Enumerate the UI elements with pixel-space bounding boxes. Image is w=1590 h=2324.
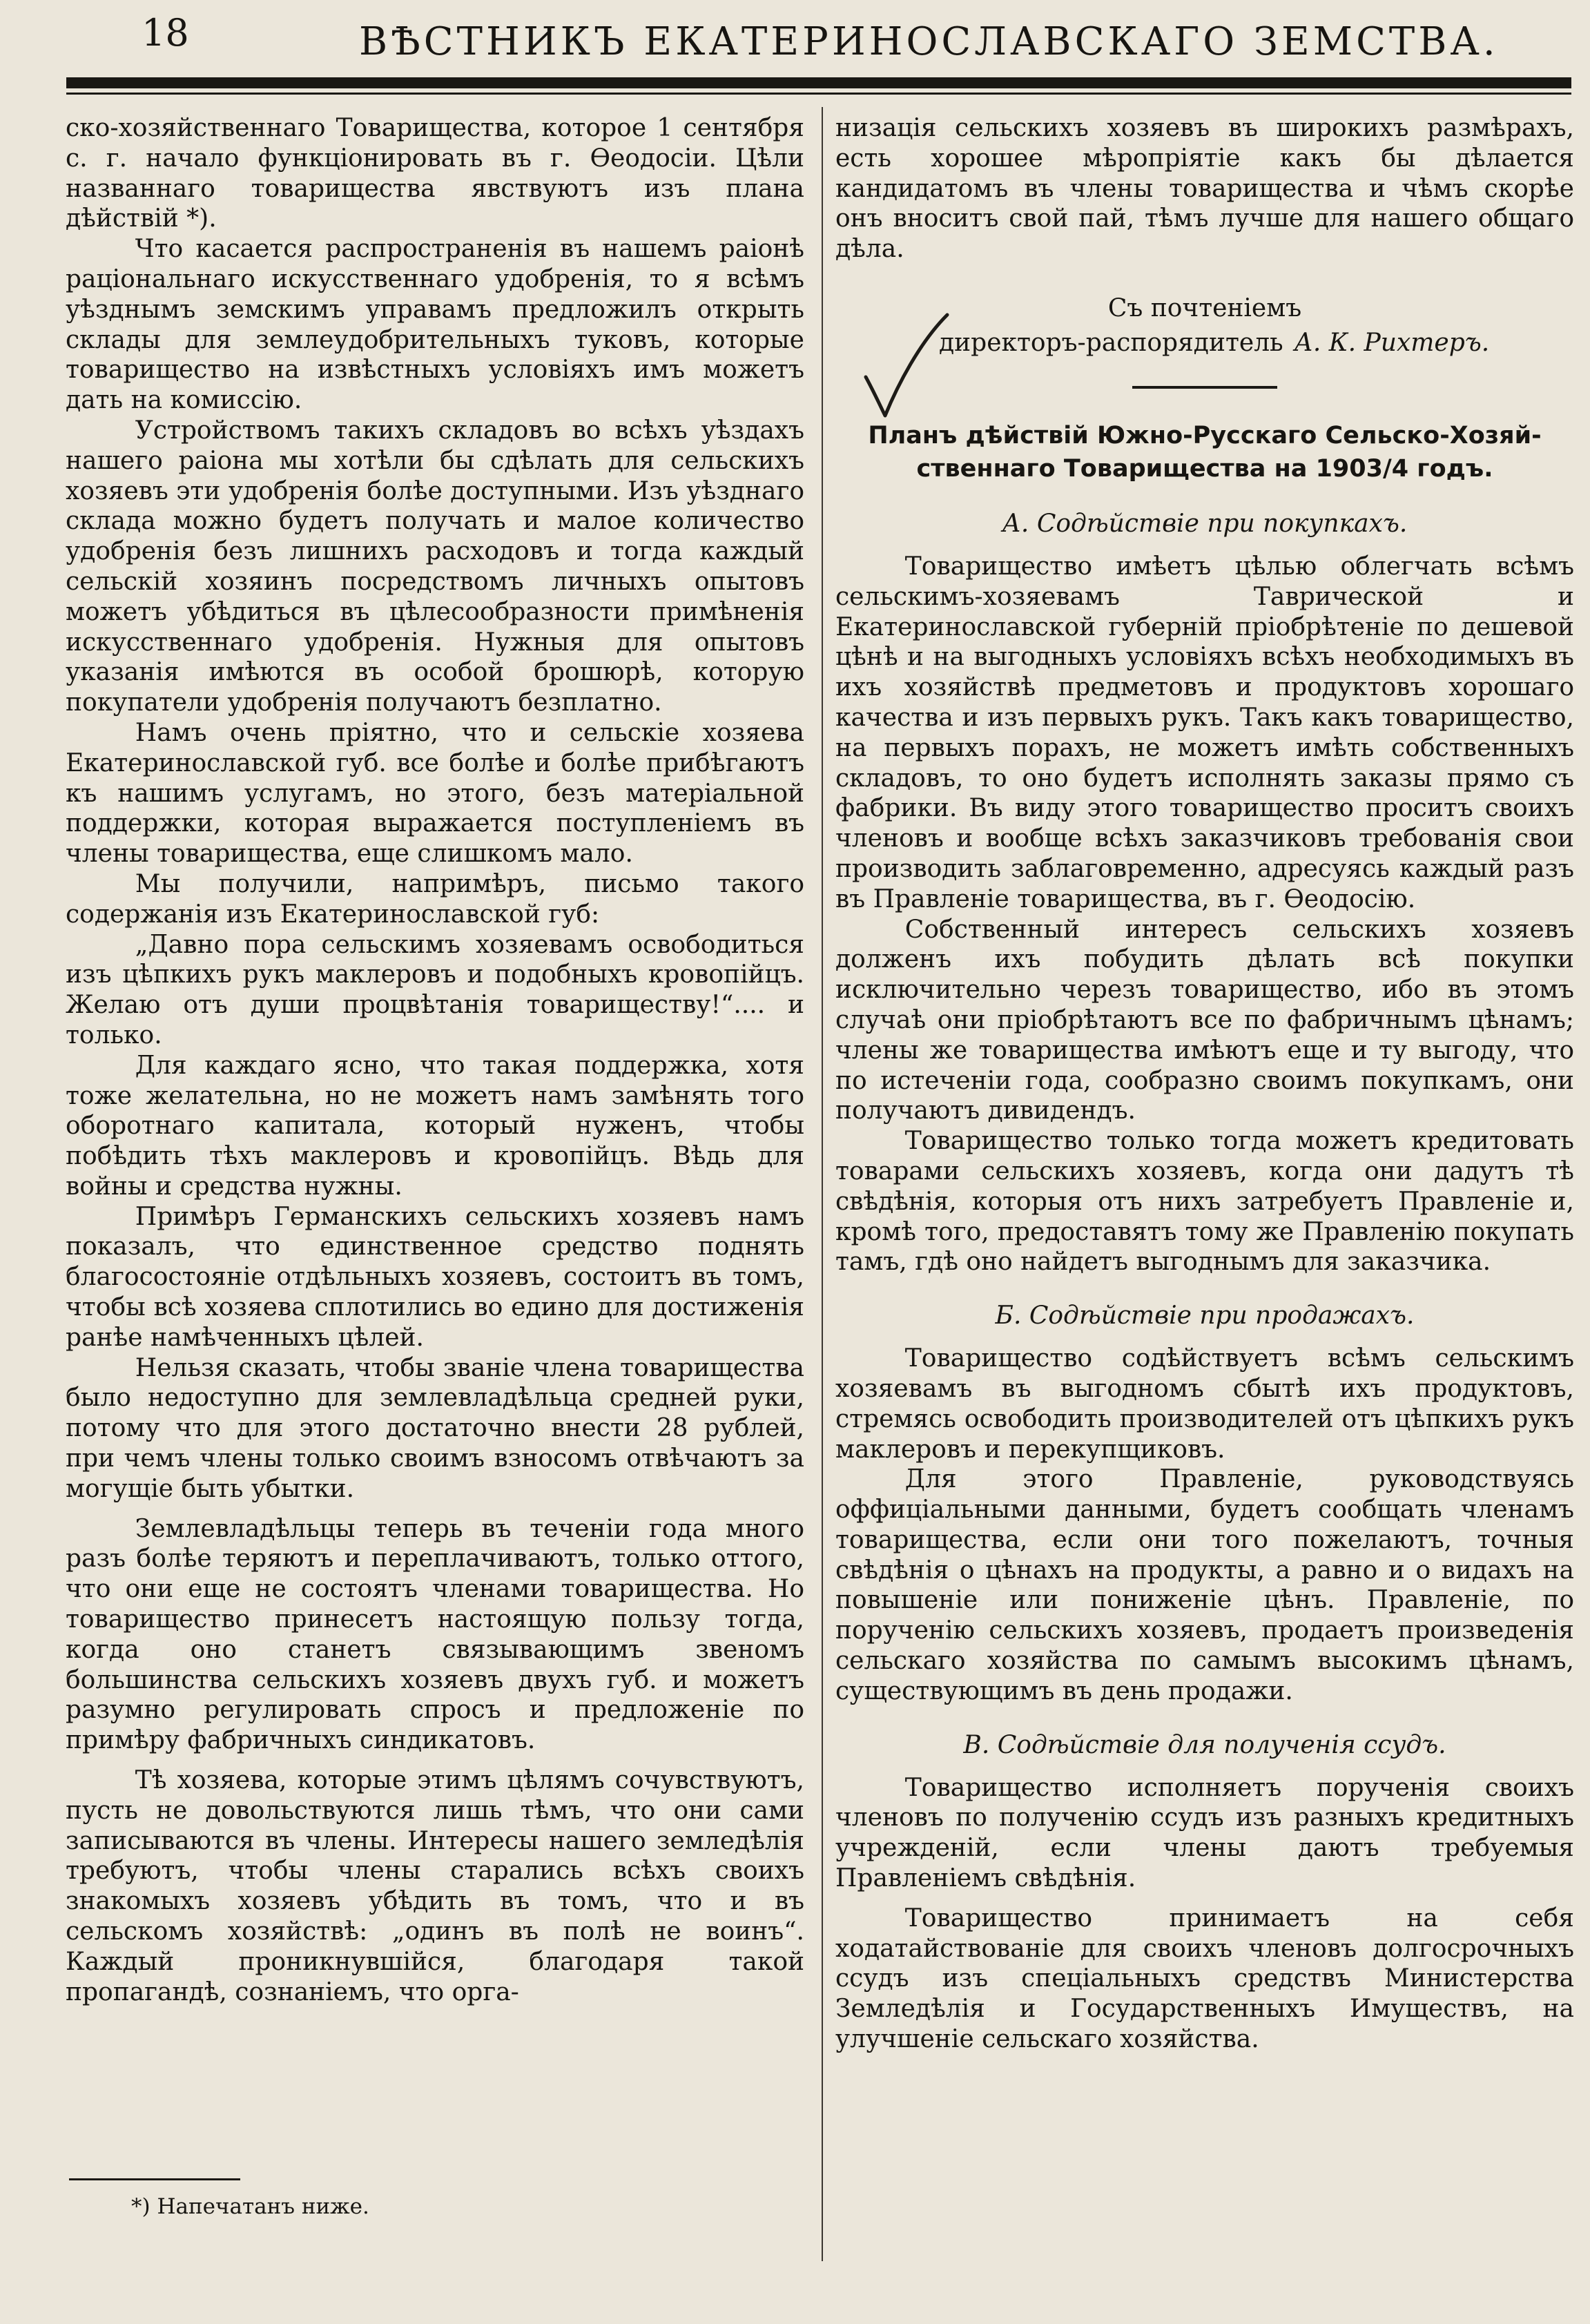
paragraph: Товарищество принимаетъ на себя ходатайствованіе для своихъ членовъ долгосрочныхъ ссудъ изъ спеціальныхъ средствъ Министерства Земледѣлія и Государственныхъ Имуществъ, на улучшеніе сельскаго хозяйства. [835,1904,1574,2054]
paragraph: Устройствомъ такихъ складовъ во всѣхъ уѣздахъ нашего раіона мы хотѣли бы сдѣлать для сельскихъ хозяевъ эти удобренія болѣе доступными. Изъ уѣзднаго склада можно будетъ получать и малое количество удобренія безъ лишнихъ расходовъ и тогда каждый сельскій хозяинъ посредствомъ личныхъ опытовъ можетъ убѣдиться въ цѣлесообразности примѣненія искусственнаго удобренія. Нужныя для опытовъ указанія имѣются въ особой брошюрѣ, которую покупатели удобренія получаютъ безплатно. [66,416,804,717]
plan-heading-line: Планъ дѣйствій Южно-Русскаго Сельско-Хозяй- [868,421,1542,449]
section-a-title: А. Содѣйствіе при покупкахъ. [1002,509,1408,538]
header-rule-thick [66,77,1571,88]
header-rule-thin [66,93,1571,95]
plan-heading [835,419,1574,485]
paragraph: низація сельскихъ хозяевъ въ широкихъ размѣрахъ, есть хорошее мѣропріятіе какъ бы дѣлается кандидатомъ въ члены товарищества и чѣмъ скорѣе онъ вноситъ свой пай, тѣмъ лучше для нашего общаго дѣла. [835,114,1574,264]
signature [939,328,1574,358]
paragraph: Для каждаго ясно, что такая поддержка, хотя тоже желательна, но не можетъ намъ замѣнять того оборотнаго капитала, который нуженъ, чтобы побѣдить тѣхъ маклеровъ и кровопійцъ. Вѣдь для войны и средства нужны. [66,1051,804,1201]
paragraph: ско-хозяйственнаго Товарищества, которое 1 сентября с. г. начало функціонировать въ г. Ѳеодосіи. Цѣли названнаго товарищества явствуютъ изъ плана дѣйствій *). [66,114,804,233]
signature-role: директоръ-распорядитель [939,328,1283,357]
paragraph: Мы получили, напримѣръ, письмо такого содержанія изъ Екатеринославской губ: [66,869,804,929]
footnote-rule [69,2178,240,2180]
paragraph: Землевладѣльцы теперь въ теченіи года много разъ болѣе теряютъ и переплачиваютъ, только оттого, что они еще не состоятъ членами товарищества. Но товарищество принесетъ настоящую пользу тогда, когда оно станетъ связывающимъ звеномъ большинства сельскихъ хозяевъ двухъ губ. и можетъ разумно регулировать спросъ и предложеніе по примѣру фабричныхъ синдикатовъ. [66,1514,804,1755]
signature-greeting: Съ почтеніемъ [1107,293,1302,322]
section-separator [1132,386,1277,389]
paragraph: Намъ очень пріятно, что и сельскіе хозяева Екатеринославской губ. все болѣе и болѣе прибѣгаютъ къ нашимъ услугамъ, но этого, безъ матеріальной поддержки, которая выражается поступленіемъ въ члены товарищества, еще слишкомъ мало. [66,718,804,869]
paragraph: Товарищество только тогда можетъ кредитовать товарами сельскихъ хозяевъ, когда они дадутъ тѣ свѣдѣнія, которыя отъ нихъ затребуетъ Правленіе и, кромѣ того, предоставятъ тому же Правленію покупать тамъ, гдѣ оно найдетъ выгоднымъ для заказчика. [835,1127,1574,1277]
paragraph: Товарищество исполняетъ порученія своихъ членовъ по полученію ссудъ изъ разныхъ кредитныхъ учрежденій, если члены даютъ требуемыя Правленіемъ свѣдѣнія. [835,1773,1574,1893]
paragraph: Собственный интересъ сельскихъ хозяевъ долженъ ихъ побудить дѣлать всѣ покупки исключительно черезъ товарищество, ибо въ этомъ случаѣ они пріобрѣтаютъ все по фабричнымъ цѣнамъ; члены же товарищества имѣютъ еще и ту выгоду, что по истеченіи года, сообразно своимъ покупкамъ, они получаютъ дивидендъ. [835,915,1574,1125]
section-b-title: Б. Содѣйствіе при продажахъ. [995,1301,1415,1330]
paragraph: „Давно пора сельскимъ хозяевамъ освободиться изъ цѣпкихъ рукъ маклеровъ и подобныхъ кровопійцъ. Желаю отъ души процвѣтанія товариществу!“.... и только. [66,930,804,1049]
left-column [66,113,804,2007]
paragraph: Что касается распространенія въ нашемъ раіонѣ раціональнаго искусственнаго удобренія, то я всѣмъ уѣзднымъ земскимъ управамъ предложилъ открыть склады для землеудобрительныхъ туковъ, которые товарищество на извѣстныхъ условіяхъ имъ можетъ дать на комиссію. [66,235,804,415]
footnote: *) Напечатанъ ниже. [131,2194,369,2219]
paragraph: Для этого Правленіе, руководствуясь оффиціальными данными, будетъ сообщать членамъ товарищества, если они того пожелаютъ, точныя свѣдѣнія о цѣнахъ на продукты, а равно и о видахъ на повышеніе или пониженіе цѣнъ. Правленіе, по порученію сельскихъ хозяевъ, продаетъ произведенія сельскаго хозяйства по самымъ высокимъ цѣнамъ, существующимъ въ день продажи. [835,1465,1574,1705]
right-column [835,113,1574,2055]
signature-name: А. К. Рихтеръ. [1294,328,1490,357]
paragraph: Тѣ хозяева, которые этимъ цѣлямъ сочувствуютъ, пусть не довольствуются лишь тѣмъ, что они сами записываются въ члены. Интересы нашего земледѣлія требуютъ, чтобы члены старались всѣхъ своихъ знакомыхъ хозяевъ убѣдить въ томъ, что и въ сельскомъ хозяйствѣ: „одинъ въ полѣ не воинъ“. Каждый проникнувшійся, благодаря такой пропагандѣ, сознаніемъ, что орга- [66,1766,804,2006]
paragraph: Примѣръ Германскихъ сельскихъ хозяевъ намъ показалъ, что единственное средство поднять благосостояніе отдѣльныхъ хозяевъ, состоитъ въ томъ, чтобы всѣ хозяева сплотились во едино для достиженія ранѣе намѣченныхъ цѣлей. [66,1202,804,1352]
paragraph: Товарищество содѣйствуетъ всѣмъ сельскимъ хозяевамъ въ выгодномъ сбытѣ ихъ продуктовъ, стремясь освободить производителей отъ цѣпкихъ рукъ маклеровъ и перекупщиковъ. [835,1344,1574,1464]
plan-heading-line: ственнаго Товарищества на 1903/4 годъ. [916,454,1493,483]
column-divider [822,107,823,2261]
paragraph: Нельзя сказать, чтобы званіе члена товарищества было недоступно для землевладѣльца средней руки, потому что для этого достаточно внести 28 рублей, при чемъ члены только своимъ взносомъ отвѣчаютъ за могущіе быть убытки. [66,1353,804,1503]
section-c-title: В. Содѣйствіе для полученія ссудъ. [963,1730,1446,1759]
paragraph: Товарищество имѣетъ цѣлью облегчать всѣмъ сельскимъ-хозяевамъ Таврической и Екатеринославской губерній пріобрѣтеніе по дешевой цѣнѣ и на выгодныхъ условіяхъ всѣхъ необходимыхъ въ ихъ хозяйствѣ предметовъ и продуктовъ хорошаго качества и изъ первыхъ рукъ. Такъ какъ товарищество, на первыхъ порахъ, не можетъ имѣть собственныхъ складовъ, то оно будетъ исполнять заказы прямо съ фабрики. Въ виду этого товарищество проситъ своихъ членовъ и вообще всѣхъ заказчиковъ требованія свои производить заблаговременно, адресуясь каждый разъ въ Правленіе товарищества, въ г. Ѳеодосію. [835,552,1574,913]
page-number: 18 [142,11,189,55]
journal-title: ВѢСТНИКЪ ЕКАТЕРИНОСЛАВСКАГО ЗЕМСТВА. [359,19,1499,64]
